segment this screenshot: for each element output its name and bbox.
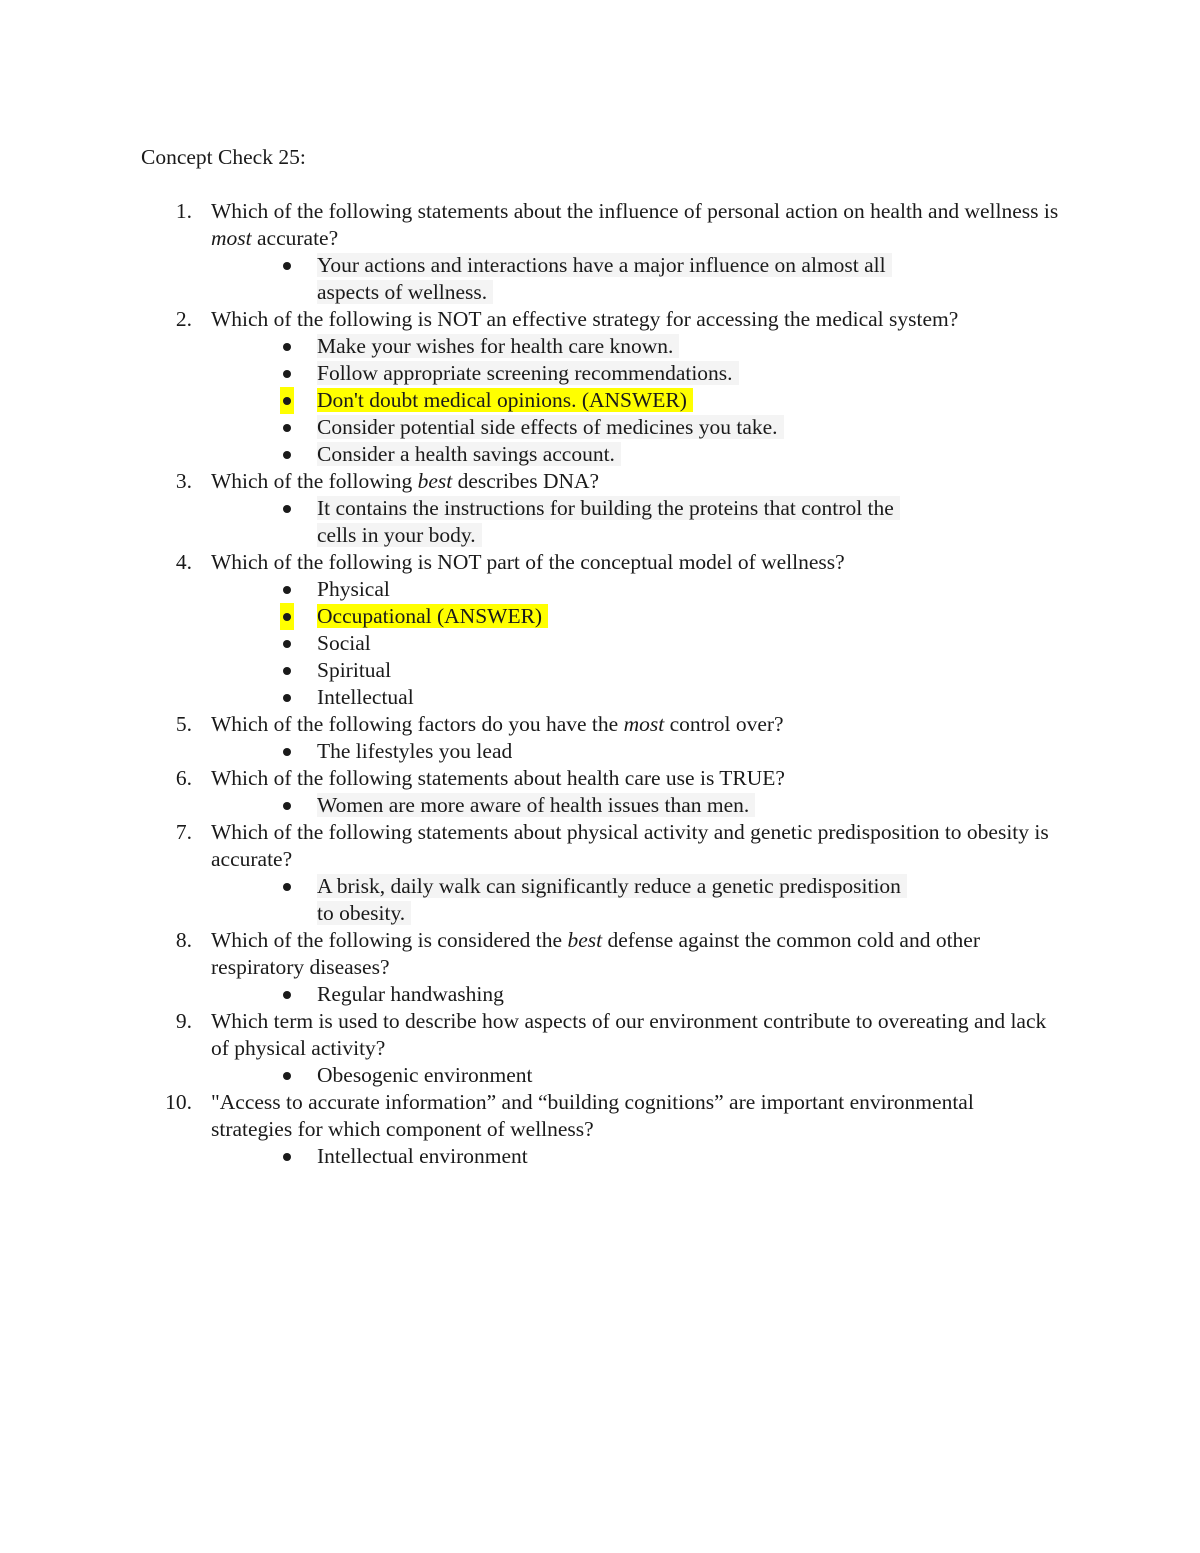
answer-text: Social	[317, 631, 371, 655]
question-text-part: Which of the following factors do you have the	[211, 712, 624, 736]
bullet-icon	[283, 792, 291, 819]
question-text-part: Which of the following statements about the influence of personal action on health and wellness is	[211, 199, 1059, 223]
answer-item	[0, 333, 1060, 360]
bullet-icon	[283, 333, 291, 360]
bullet-icon	[283, 441, 291, 468]
answer-text: Obesogenic environment	[317, 1063, 533, 1087]
answer-text: Spiritual	[317, 658, 392, 682]
question-text-part: defense against the common cold and other respiratory diseases?	[211, 928, 981, 979]
answer-text: Physical	[317, 577, 390, 601]
bullet-icon	[283, 873, 291, 900]
answer-item	[0, 981, 1060, 1008]
answer-item	[0, 873, 1060, 927]
answer-item	[0, 1062, 1060, 1089]
question-text-part: accurate?	[251, 226, 339, 250]
question-item	[0, 711, 1200, 765]
answer-text: Women are more aware of health issues than men.	[317, 793, 755, 817]
bullet-icon	[283, 1062, 291, 1089]
question-emphasis: most	[623, 712, 665, 736]
answer-list	[211, 252, 1060, 306]
answer-text: Intellectual environment	[317, 1144, 528, 1168]
question-number: 3.	[175, 469, 192, 493]
answer-item	[0, 1143, 1060, 1170]
question-item	[0, 1008, 1200, 1089]
question-text-part: Which term is used to describe how aspects of our environment contribute to overeating and lack of physical activity?	[211, 1009, 1047, 1060]
question-number: 6.	[175, 766, 192, 790]
question-text	[211, 1009, 1046, 1060]
question-text-part: Which of the following statements about health care use is TRUE?	[211, 766, 785, 790]
question-number: 8.	[175, 928, 192, 952]
bullet-icon	[283, 738, 291, 765]
bullet-icon	[280, 603, 294, 630]
question-text-part: control over?	[664, 712, 784, 736]
question-number: 10.	[165, 1090, 192, 1114]
answer-list	[211, 738, 1060, 765]
page-title: Concept Check 25:	[141, 145, 306, 169]
answer-list	[211, 1143, 1060, 1170]
answer-text: The lifestyles you lead	[317, 739, 513, 763]
bullet-icon	[283, 252, 291, 279]
answer-list	[211, 495, 1060, 549]
answer-text: A brisk, daily walk can significantly reduce a genetic predisposition to obesity.	[317, 874, 907, 925]
answer-text: Regular handwashing	[317, 982, 504, 1006]
question-text	[211, 712, 784, 736]
bullet-icon	[283, 576, 291, 603]
bullet-icon	[283, 414, 291, 441]
question-number: 7.	[175, 820, 192, 844]
question-item	[0, 819, 1200, 927]
answer-item	[0, 657, 1060, 684]
question-number: 1.	[175, 199, 192, 223]
question-number: 5.	[175, 712, 192, 736]
answer-text: Consider potential side effects of medicines you take.	[317, 415, 784, 439]
question-text	[211, 469, 599, 493]
answer-text: Intellectual	[317, 685, 414, 709]
answer-list	[211, 1062, 1060, 1089]
question-text-part: "Access to accurate information” and “building cognitions” are important environmental strategies for which component of wellness?	[211, 1090, 974, 1141]
bullet-icon	[283, 657, 291, 684]
answer-list	[211, 981, 1060, 1008]
bullet-icon	[283, 684, 291, 711]
bullet-icon	[283, 360, 291, 387]
answer-text: It contains the instructions for building the proteins that control the cells in your body.	[317, 496, 900, 547]
answer-item	[0, 414, 1060, 441]
question-text-part: describes DNA?	[452, 469, 600, 493]
question-emphasis: most	[211, 226, 252, 250]
answer-text: Make your wishes for health care known.	[317, 334, 679, 358]
question-text	[211, 550, 845, 574]
question-text-part: Which of the following is considered the	[211, 928, 568, 952]
answer-item	[0, 360, 1060, 387]
bullet-icon	[283, 1143, 291, 1170]
answer-item	[0, 576, 1060, 603]
answer-item	[0, 495, 1060, 549]
question-item	[0, 549, 1200, 711]
answer-list	[211, 333, 1060, 468]
answer-item	[0, 684, 1060, 711]
highlighted-answer-item	[0, 387, 1060, 414]
question-text-part: Which of the following	[211, 469, 418, 493]
question-item	[0, 765, 1200, 819]
answer-text: Follow appropriate screening recommendations.	[317, 361, 739, 385]
answer-text: Don't doubt medical opinions. (ANSWER)	[317, 388, 693, 412]
answer-text: Consider a health savings account.	[317, 442, 621, 466]
question-text-part: Which of the following is NOT an effective strategy for accessing the medical system?	[211, 307, 959, 331]
bullet-icon	[280, 387, 294, 414]
answer-text: Your actions and interactions have a major influence on almost all aspects of wellness.	[317, 253, 892, 304]
answer-list	[211, 576, 1060, 711]
question-text	[211, 928, 980, 979]
question-number: 4.	[175, 550, 192, 574]
question-item	[0, 927, 1200, 1008]
question-list	[0, 198, 1200, 1170]
question-item	[0, 306, 1200, 468]
answer-item	[0, 738, 1060, 765]
question-text	[211, 766, 785, 790]
question-item	[0, 1089, 1200, 1170]
answer-list	[211, 873, 1060, 927]
answer-text: Occupational (ANSWER)	[317, 604, 548, 628]
answer-item	[0, 252, 1060, 306]
highlighted-answer-item	[0, 603, 1060, 630]
answer-list	[211, 792, 1060, 819]
bullet-icon	[283, 981, 291, 1008]
question-number: 2.	[175, 307, 192, 331]
question-emphasis: best	[567, 928, 603, 952]
question-number: 9.	[175, 1009, 192, 1033]
question-item	[0, 198, 1200, 306]
bullet-icon	[283, 495, 291, 522]
question-text-part: Which of the following is NOT part of the conceptual model of wellness?	[211, 550, 845, 574]
question-text	[211, 307, 958, 331]
answer-item	[0, 792, 1060, 819]
question-emphasis: best	[417, 469, 453, 493]
question-text	[211, 1090, 974, 1141]
question-text	[211, 820, 1049, 871]
question-text	[211, 199, 1058, 250]
answer-item	[0, 441, 1060, 468]
question-item	[0, 468, 1200, 549]
bullet-icon	[283, 630, 291, 657]
answer-item	[0, 630, 1060, 657]
question-text-part: Which of the following statements about physical activity and genetic predisposition to obesity is accurate?	[211, 820, 1049, 871]
